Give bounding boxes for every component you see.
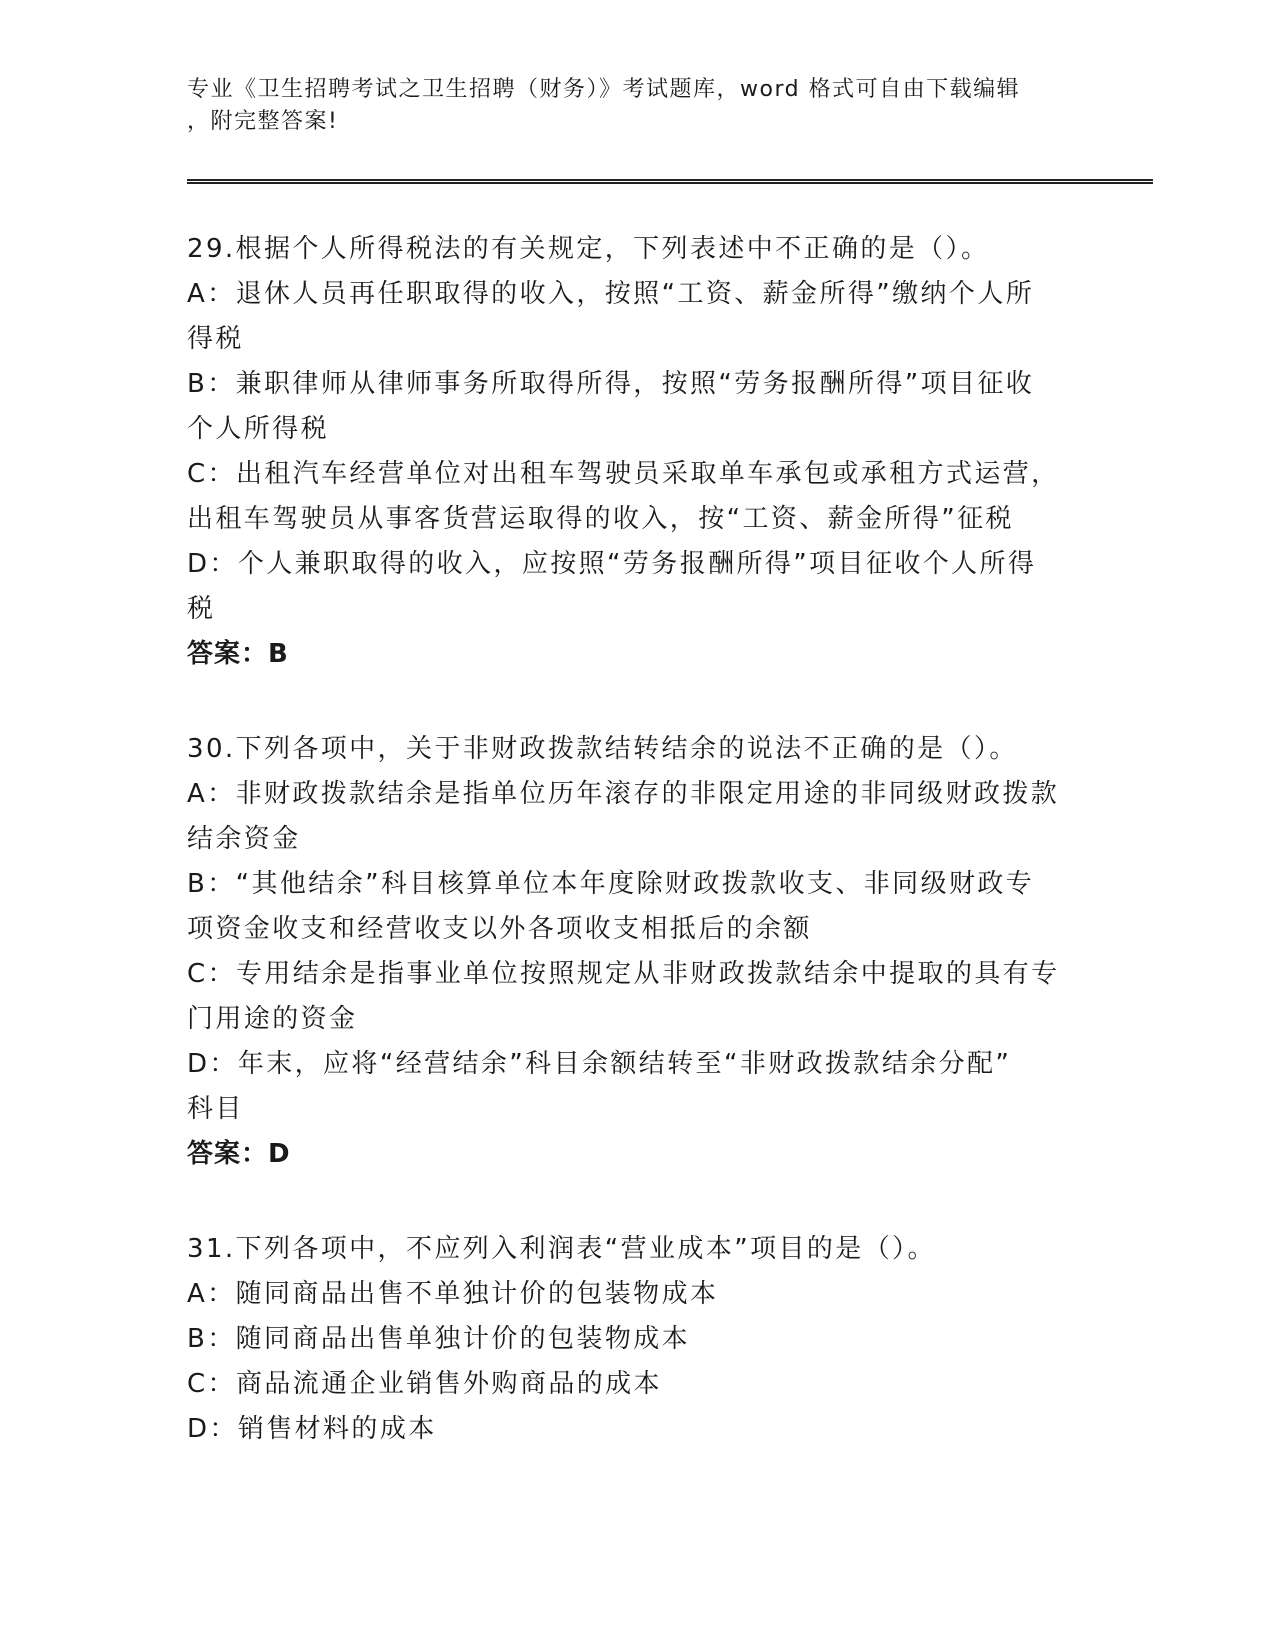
option-c-line-2: 出租车驾驶员从事客货营运取得的收入，按“工资、薪金所得”征税 (187, 504, 1014, 534)
option-b-line-2: 项资金收支和经营收支以外各项收支相抵后的余额 (187, 914, 812, 944)
option-d-line-1: D：销售材料的成本 (187, 1414, 437, 1444)
question-stem: 30.下列各项中，关于非财政拨款结转结余的说法不正确的是（）。 (187, 734, 1018, 764)
answer-label: 答案：B (187, 639, 289, 669)
header-divider (187, 179, 1153, 184)
option-d-line-1: D：年末，应将“经营结余”科目余额结转至“非财政拨款结余分配” (187, 1049, 1012, 1079)
question-31 (187, 1227, 1087, 1452)
option-a-line-1: A：退休人员再任职取得的收入，按照“工资、薪金所得”缴纳个人所 (187, 279, 1035, 309)
option-a-line-1: A：非财政拨款结余是指单位历年滚存的非限定用途的非同级财政拨款 (187, 779, 1060, 809)
option-d-line-2: 税 (187, 594, 216, 624)
question-30 (187, 727, 1087, 1177)
answer-label: 答案：D (187, 1139, 291, 1169)
option-c-line-1: C：商品流通企业销售外购商品的成本 (187, 1369, 662, 1399)
question-stem: 31.下列各项中，不应列入利润表“营业成本”项目的是（）。 (187, 1234, 936, 1264)
option-c-line-2: 门用途的资金 (187, 1004, 358, 1034)
question-stem: 29.根据个人所得税法的有关规定，下列表述中不正确的是（）。 (187, 234, 990, 264)
question-29 (187, 227, 1087, 677)
option-d-line-1: D：个人兼职取得的收入，应按照“劳务报酬所得”项目征收个人所得 (187, 549, 1037, 579)
option-b-line-1: B：“其他结余”科目核算单位本年度除财政拨款收支、非同级财政专 (187, 869, 1035, 899)
document-header (187, 74, 1087, 138)
option-a-line-1: A：随同商品出售不单独计价的包装物成本 (187, 1279, 719, 1309)
option-d-line-2: 科目 (187, 1094, 244, 1124)
option-a-line-2: 得税 (187, 324, 244, 354)
option-c-line-1: C：出租汽车经营单位对出租车驾驶员采取单车承包或承租方式运营， (187, 459, 1060, 489)
header-line-1: 专业《卫生招聘考试之卫生招聘（财务）》考试题库，word 格式可自由下载编辑 (187, 77, 1021, 102)
option-a-line-2: 结余资金 (187, 824, 301, 854)
option-b-line-2: 个人所得税 (187, 414, 330, 444)
option-b-line-1: B：随同商品出售单独计价的包装物成本 (187, 1324, 691, 1354)
option-b-line-1: B：兼职律师从律师事务所取得所得，按照“劳务报酬所得”项目征收 (187, 369, 1035, 399)
header-line-2: ，附完整答案! (187, 109, 339, 134)
option-c-line-1: C：专用结余是指事业单位按照规定从非财政拨款结余中提取的具有专 (187, 959, 1060, 989)
